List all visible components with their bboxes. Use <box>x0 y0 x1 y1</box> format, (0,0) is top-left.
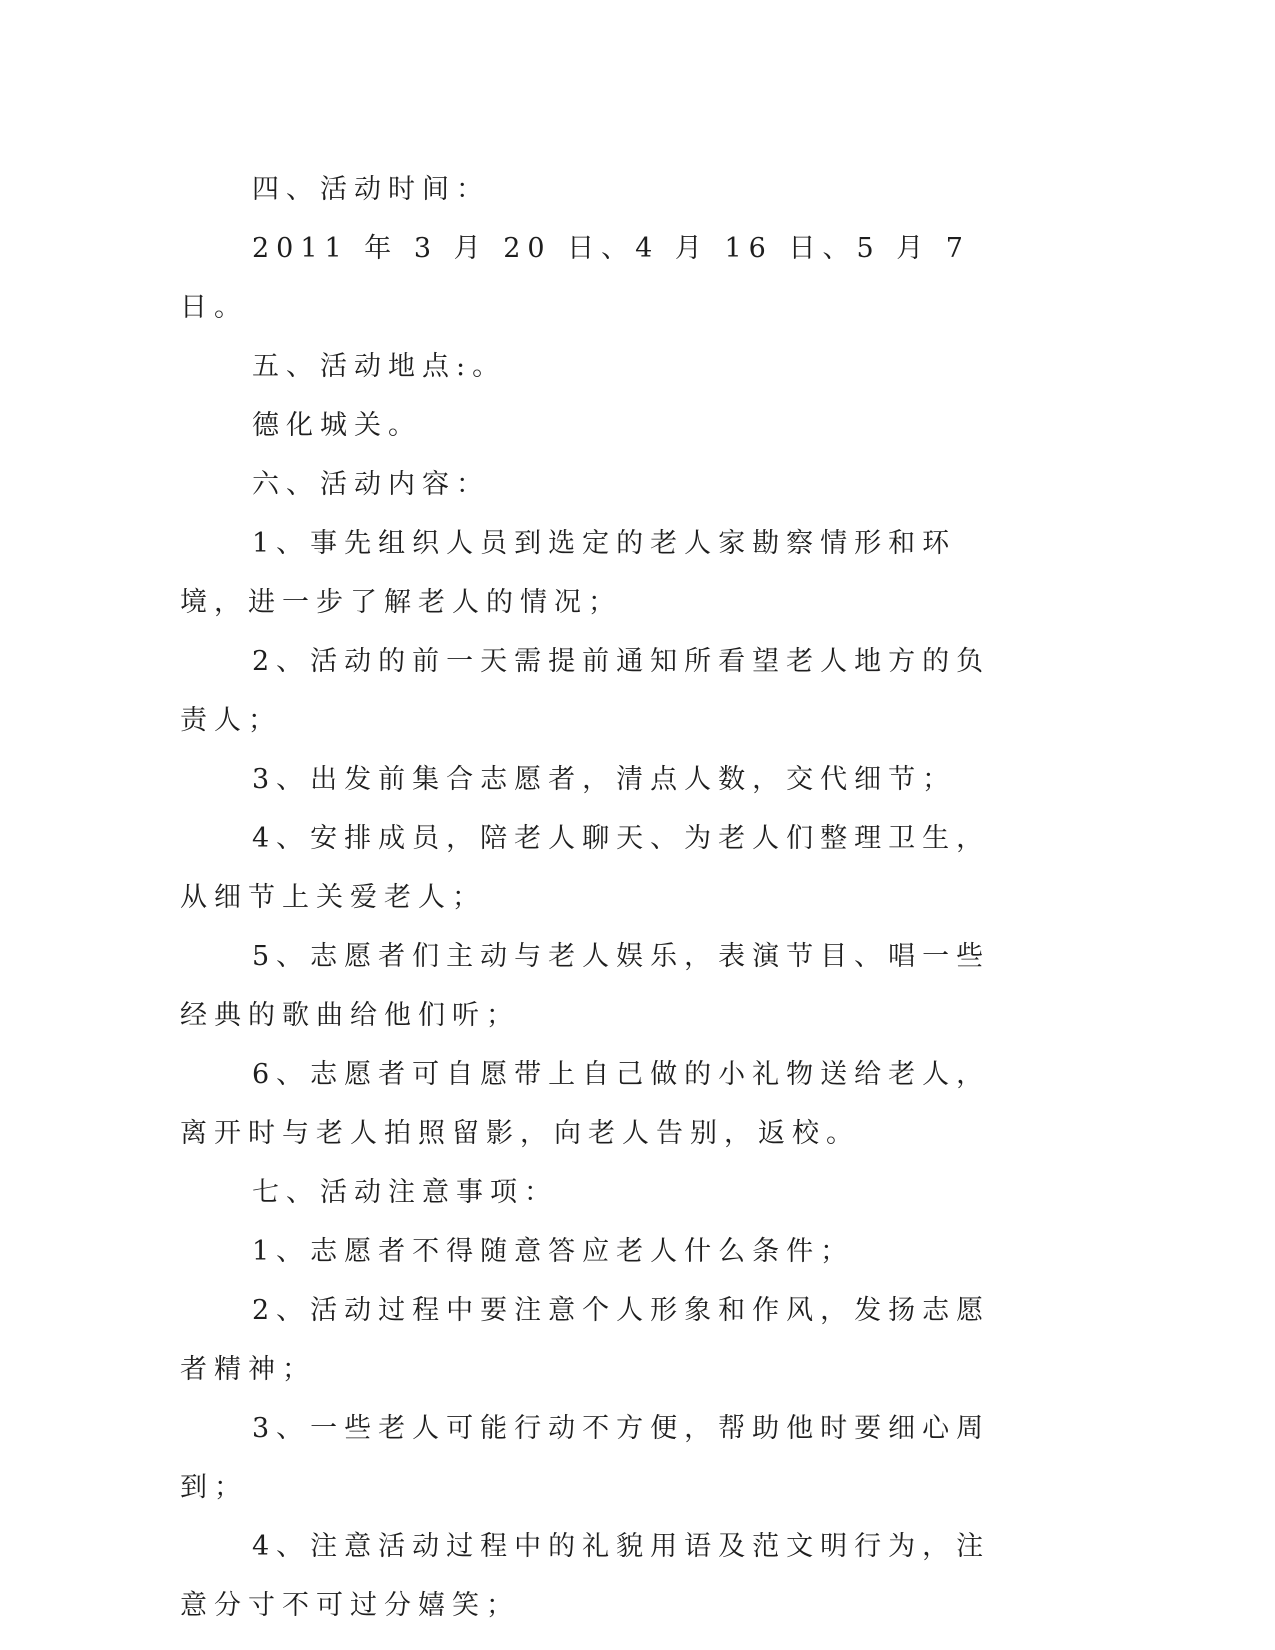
heading-activity-location: 五、活动地点:。 <box>252 351 507 382</box>
note-item-2: 2、活动过程中要注意个人形象和作风，发扬志愿者精神； <box>180 1295 991 1385</box>
note-item-3: 3、一些老人可能行动不方便，帮助他时要细心周到； <box>180 1413 991 1503</box>
note-item-4: 4、注意活动过程中的礼貌用语及范文明行为，注意分寸不可过分嬉笑； <box>180 1531 991 1621</box>
content-item-1: 1、事先组织人员到选定的老人家勘察情形和环境，进一步了解老人的情况； <box>180 528 957 618</box>
content-item-5: 5、志愿者们主动与老人娱乐，表演节目、唱一些经典的歌曲给他们听； <box>180 941 991 1031</box>
heading-notes: 七、活动注意事项： <box>252 1177 558 1208</box>
note-item-1: 1、志愿者不得随意答应老人什么条件； <box>252 1236 855 1267</box>
heading-activity-content: 六、活动内容： <box>252 469 490 500</box>
heading-activity-time: 四、活动时间： <box>252 174 490 205</box>
activity-dates: 2011 年 3 月 20 日、4 月 16 日、5 月 7 日。 <box>180 233 970 323</box>
content-item-3: 3、出发前集合志愿者，清点人数，交代细节； <box>252 764 957 795</box>
content-item-4: 4、安排成员，陪老人聊天、为老人们整理卫生，从细节上关爱老人； <box>180 823 991 913</box>
document-body <box>180 160 1020 1635</box>
activity-location: 德化城关。 <box>252 410 422 441</box>
content-item-6: 6、志愿者可自愿带上自己做的小礼物送给老人，离开时与老人拍照留影，向老人告别，返校。 <box>180 1059 991 1149</box>
content-item-2: 2、活动的前一天需提前通知所看望老人地方的负责人； <box>180 646 991 736</box>
